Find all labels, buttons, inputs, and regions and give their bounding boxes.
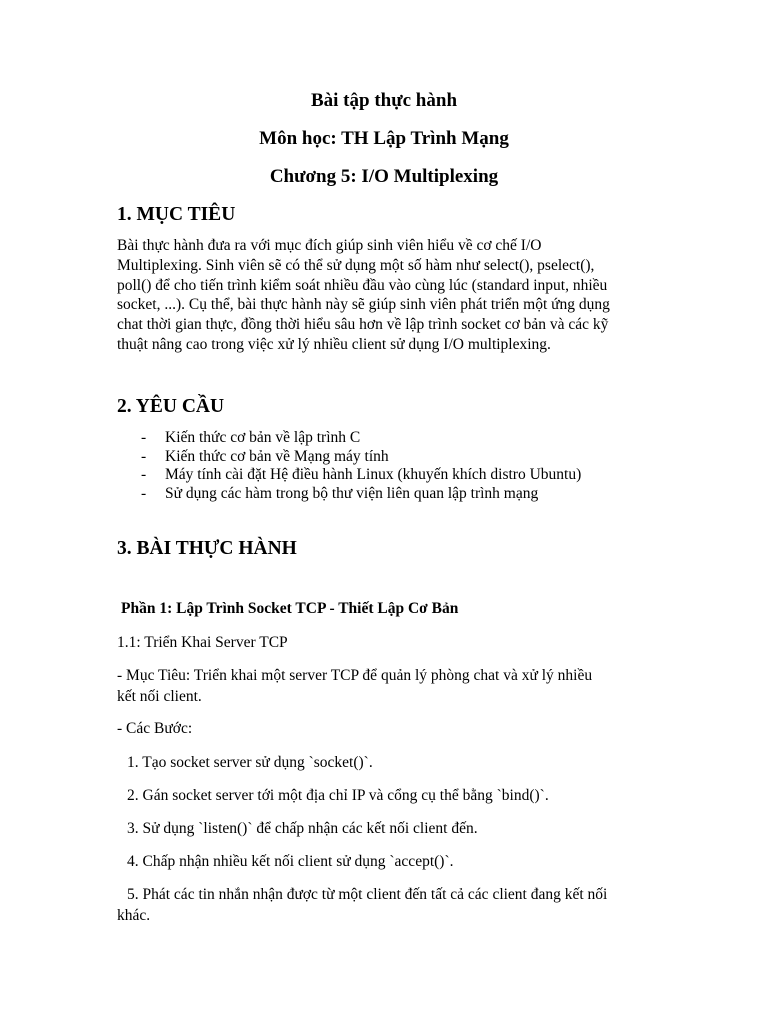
step-item: 1. Tạo socket server sử dụng `socket()`. (127, 754, 373, 771)
list-item-text: Sử dụng các hàm trong bộ thư viện liên quan lập trình mạng (165, 484, 539, 502)
paragraph-line: kết nối client. (117, 687, 202, 705)
step-item: 4. Chấp nhận nhiều kết nối client sử dụng `accept()`. (127, 853, 454, 870)
section-3-heading: 3. BÀI THỰC HÀNH (117, 538, 297, 559)
paragraph-line: chat thời gian thực, đồng thời hiểu sâu hơn về lập trình socket cơ bản và các kỹ (117, 316, 609, 334)
paragraph-line: Bài thực hành đưa ra với mục đích giúp sinh viên hiểu về cơ chế I/O (117, 237, 542, 254)
step-item: 2. Gán socket server tới một địa chỉ IP và cổng cụ thể bằng `bind()`. (127, 787, 549, 804)
paragraph-line: thuật nâng cao trong việc xử lý nhiều client sử dụng I/O multiplexing. (117, 335, 551, 353)
chapter-title: Chương 5: I/O Multiplexing (269, 166, 499, 187)
paragraph-line: - Mục Tiêu: Triển khai một server TCP để quản lý phòng chat và xử lý nhiều (117, 667, 593, 684)
list-marker: - (141, 466, 147, 483)
list-item-text: Kiến thức cơ bản về Mạng máy tính (165, 447, 389, 465)
subsection-title: 1.1: Triển Khai Server TCP (117, 634, 288, 651)
paragraph-line: poll() để cho tiến trình kiểm soát nhiều đầu vào cùng lúc (standard input, nhiều (117, 276, 608, 294)
step-item (117, 885, 607, 926)
paragraph-line: socket, ...). Cụ thể, bài thực hành này sẽ giúp sinh viên phát triển một ứng dụng (117, 296, 610, 314)
list-marker: - (141, 429, 147, 446)
part-1-title: Phần 1: Lập Trình Socket TCP - Thiết Lập Cơ Bản (121, 600, 459, 617)
list-marker: - (141, 484, 147, 502)
section-1-heading: 1. MỤC TIÊU (117, 204, 236, 225)
list-item-text: Kiến thức cơ bản về lập trình C (165, 429, 361, 446)
step-item: 3. Sử dụng `listen()` để chấp nhận các kết nối client đến. (127, 820, 478, 837)
paragraph-line: 5. Phát các tin nhắn nhận được từ một client đến tất cả các client đang kết nối (127, 886, 608, 903)
goal-paragraph (117, 666, 592, 707)
list-item-text: Máy tính cài đặt Hệ điều hành Linux (khuyến khích distro Ubuntu) (165, 466, 582, 483)
steps-label: - Các Bước: (117, 720, 193, 737)
paragraph-line: Multiplexing. Sinh viên sẽ có thể sử dụng một số hàm như select(), pselect(), (117, 256, 595, 274)
course-title: Môn học: TH Lập Trình Mạng (259, 128, 509, 149)
paragraph-line: khác. (117, 906, 151, 924)
list-marker: - (141, 447, 147, 465)
section-1-paragraph (117, 236, 631, 355)
doc-title: Bài tập thực hành (310, 90, 458, 111)
section-2-heading: 2. YÊU CẦU (117, 396, 225, 417)
